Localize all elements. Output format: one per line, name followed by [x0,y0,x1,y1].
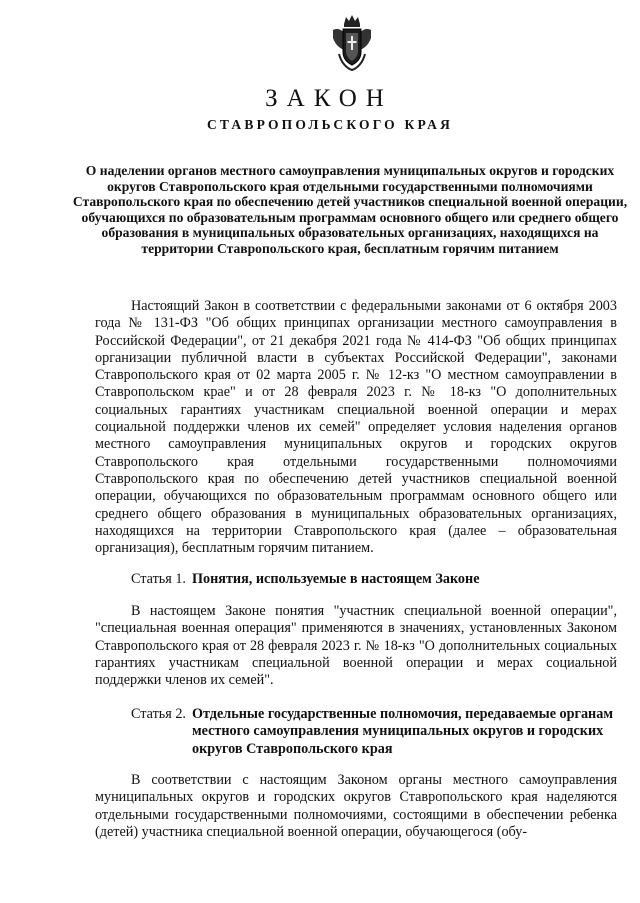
law-title: О наделении органов местного самоуправления муниципальных округов и городских округов Ставропольского края отдельными государственными полномочиями Ставропольского края по обеспечению детей участников специальной военной операции, обучающихся по образовательным программам основного общего или среднего общего образования в муниципальных образовательных организациях, находящихся на территории Ставропольского края, бесплатным горячим питанием [72,163,628,256]
article-2-text: В соответствии с настоящим Законом органы местного самоуправления муниципальных округов и городских округов Ставропольского края наделяются отдельными государственными полномочиями, состоящими в обеспечении ребенка (детей) участника специальной военной операции, обучающегося (обу- [95,772,617,840]
preamble-paragraph: Настоящий Закон в соответствии с федеральными законами от 6 октября 2003 года № 131-ФЗ "Об общих принципах организации местного самоуправления в Российской Федерации", от 21 декабря 2021 года № 414-ФЗ "Об общих принципах организации публичной власти в субъектах Российской Федерации", законами Ставропольского края от 02 марта 2005 г. № 12-кз "О местном самоуправлении в Ставропольском крае" и от 28 февраля 2023 г. № 18-кз "О дополнительных социальных гарантиях участникам специальной военной операции и мерах социальной поддержки членов их семей" определяет условия наделения органов местного самоуправления муниципальных округов и городских округов Ставропольского края отдельными государственными полномочиями Ставропольского края по обеспечению детей участников специальной военной операции, обучающихся по образовательным программам основного общего или среднего общего образования в муниципальных образовательных организациях, находящихся на территории Ставропольского края (далее – образовательная организация), бесплатным горячим питанием. [95,298,617,557]
article-number: Статья 2. [131,706,186,722]
coat-of-arms-icon [331,12,373,72]
article-1-heading [131,571,621,588]
article-title: Понятия, используемые в настоящем Законе [191,571,480,587]
region-heading: СТАВРОПОЛЬСКОГО КРАЯ [206,117,454,132]
document-type-heading: ЗАКОН [265,85,393,112]
article-number: Статья 1. [131,571,186,587]
article-1-text: В настоящем Законе понятия "участник специальной военной операции", "специальная военная операция" применяются в значениях, установленных Законом Ставропольского края от 28 февраля 2023 г. № 18-кз "О дополнительных социальных гарантиях участникам специальной военной операции и мерах социальной поддержки членов их семей". [95,603,617,689]
article-2-heading [131,706,621,758]
article-title: Отдельные государственные полномочия, передаваемые органам местного самоуправления муниципальных округов и городских округов Ставропольского края [191,706,613,757]
